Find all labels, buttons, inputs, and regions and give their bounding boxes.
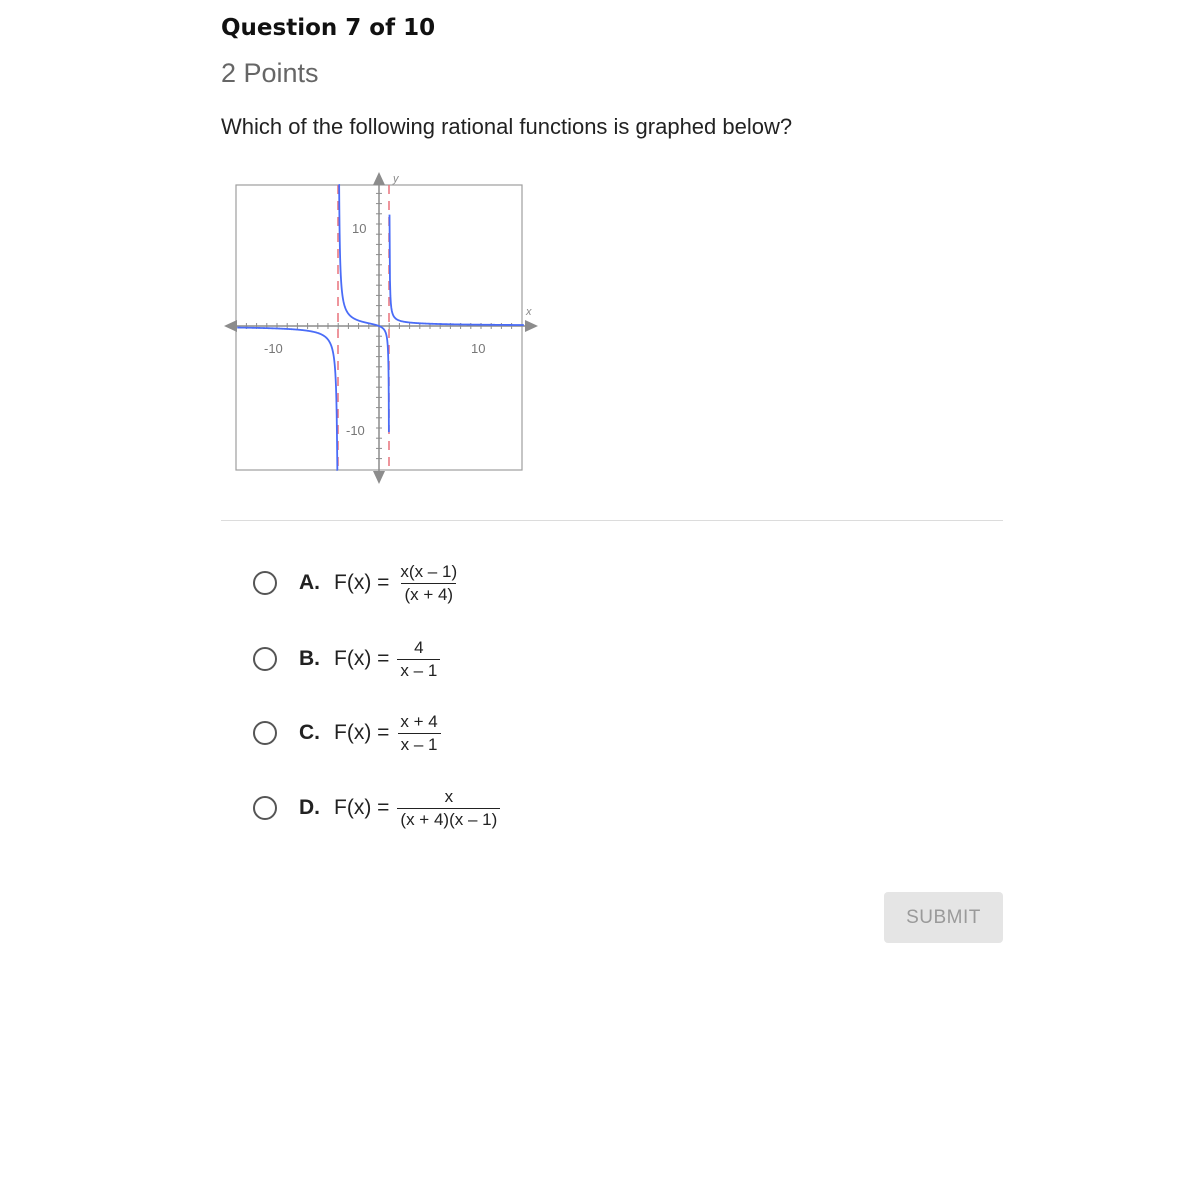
- fraction: [397, 713, 440, 754]
- question-prompt: Which of the following rational functions is graphed below?: [221, 114, 793, 139]
- function-name: F(x) =: [334, 721, 390, 744]
- section-divider: [221, 520, 1003, 521]
- axis-label-y: y: [393, 173, 399, 185]
- function-name: F(x) =: [334, 796, 390, 819]
- submit-button[interactable]: SUBMIT: [884, 892, 1003, 943]
- y-axis-top-arrow: [373, 172, 385, 185]
- numerator: x: [444, 786, 454, 806]
- x-axis-right-arrow: [525, 320, 538, 332]
- option-letter: B.: [299, 647, 320, 670]
- function-name: F(x) =: [334, 647, 390, 670]
- numerator: x + 4: [400, 711, 438, 731]
- radio-option-d[interactable]: [253, 796, 277, 820]
- question-title: Question 7 of 10: [221, 15, 436, 41]
- option-letter: C.: [299, 721, 320, 744]
- y-tick-label-neg10: -10: [346, 423, 365, 438]
- denominator: (x + 4)(x – 1): [397, 808, 500, 829]
- option-c[interactable]: [253, 705, 441, 761]
- denominator: x – 1: [398, 733, 441, 754]
- option-b[interactable]: [253, 631, 440, 687]
- x-tick-label-neg10: -10: [264, 341, 283, 356]
- function-name: F(x) =: [334, 571, 390, 594]
- x-axis-left-arrow: [224, 320, 237, 332]
- fraction: [397, 788, 500, 829]
- question-points: 2 Points: [221, 58, 319, 88]
- denominator: (x + 4): [401, 583, 456, 604]
- numerator: x(x – 1): [400, 561, 458, 581]
- radio-option-c[interactable]: [253, 721, 277, 745]
- axis-label-x: x: [526, 306, 532, 318]
- fraction: [397, 639, 440, 680]
- numerator: 4: [414, 637, 424, 657]
- option-letter: D.: [299, 796, 320, 819]
- function-graph: [221, 168, 541, 490]
- radio-option-a[interactable]: [253, 571, 277, 595]
- option-letter: A.: [299, 571, 320, 594]
- x-tick-label-10: 10: [471, 341, 486, 356]
- y-axis-bottom-arrow: [373, 471, 385, 484]
- fraction: [397, 563, 460, 604]
- radio-option-b[interactable]: [253, 647, 277, 671]
- denominator: x – 1: [397, 659, 440, 680]
- y-tick-label-10: 10: [352, 221, 367, 236]
- option-a[interactable]: [253, 555, 460, 611]
- option-d[interactable]: [253, 780, 500, 836]
